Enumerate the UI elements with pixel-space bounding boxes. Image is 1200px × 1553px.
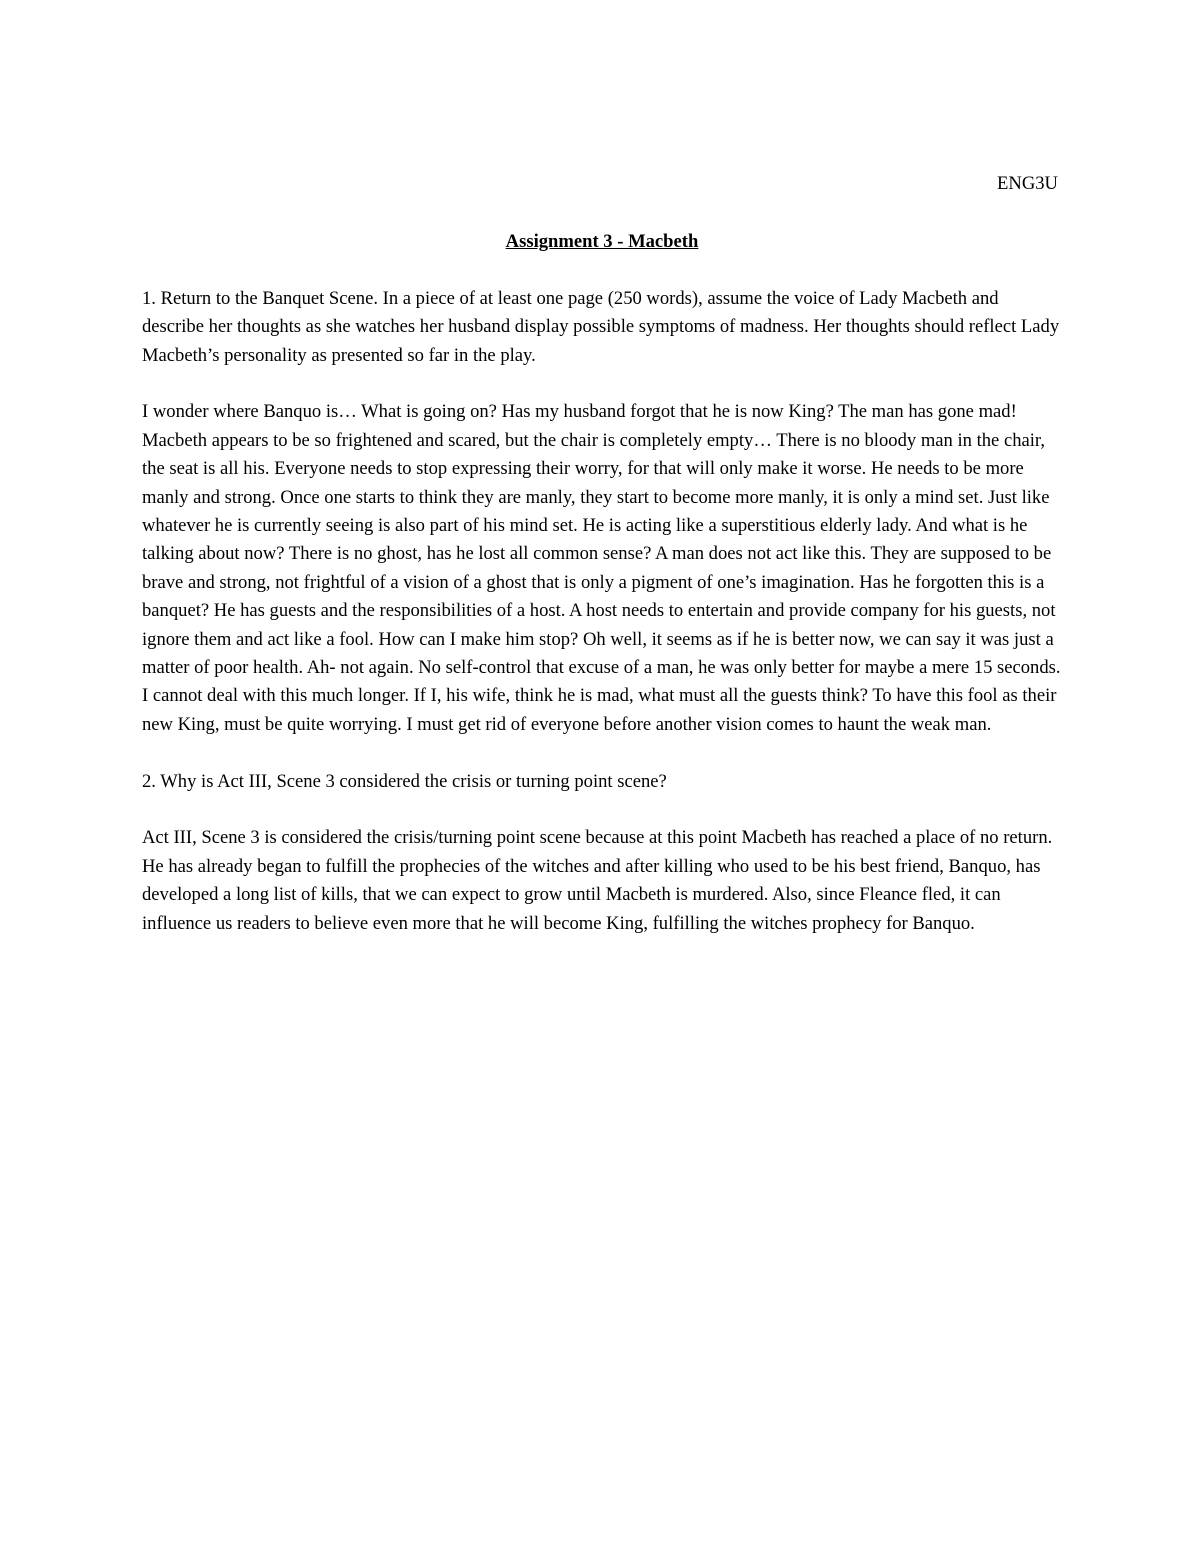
question-1: 1. Return to the Banquet Scene. In a piece of at least one page (250 words), assume the voice of Lady Macbeth and describe her thoughts as she watches her husband display possible symptoms of madness. Her thoughts should reflect Lady Macbeth’s personality as presented so far in the play. xyxy=(142,287,1060,366)
question-2: 2. Why is Act III, Scene 3 considered the crisis or turning point scene? xyxy=(142,770,667,792)
spacer xyxy=(142,370,1062,398)
answer-1: I wonder where Banquo is… What is going on? Has my husband forgot that he is now King? The man has gone mad! Macbeth appears to be so frightened and scared, but the chair is completely empty… There is no bloody man in the chair, the seat is all his. Everyone needs to stop expressing their worry, for that will only make it worse. He needs to be more manly and strong. Once one starts to think they are manly, they start to become more manly, it is only a mind set. Just like whatever he is currently seeing is also part of his mind set. He is acting like a superstitious elderly lady. And what is he talking about now? There is no ghost, has he lost all common sense? A man does not act like this. They are supposed to be brave and strong, not frightful of a vision of a ghost that is only a pigment of one’s imagination. Has he forgotten this is a banquet? He has guests and the responsibilities of a host. A host needs to entertain and provide company for his guests, not ignore them and act like a fool. How can I make him stop? Oh well, it seems as if he is better now, we can say it was just a matter of poor health. Ah- not again. No self-control that excuse of a man, he was only better for maybe a mere 15 seconds. I cannot deal with this much longer. If I, his wife, think he is mad, what must all the guests think? To have this fool as their new King, must be quite worrying. I must get rid of everyone before another vision comes to haunt the weak man. xyxy=(142,401,1061,735)
assignment-title: Assignment 3 - Macbeth xyxy=(505,231,699,252)
document-body xyxy=(142,228,1062,938)
spacer xyxy=(142,739,1062,767)
course-code: ENG3U xyxy=(997,173,1058,194)
spacer xyxy=(142,796,1062,824)
spacer xyxy=(142,256,1062,284)
answer-2: Act III, Scene 3 is considered the crisis/turning point scene because at this point Macbeth has reached a place of no return. He has already began to fulfill the prophecies of the witches and after killing who used to be his best friend, Banquo, has developed a long list of kills, that we can expect to grow until Macbeth is murdered. Also, since Fleance fled, it can influence us readers to believe even more that he will become King, fulfilling the witches prophecy for Banquo. xyxy=(142,827,1053,934)
